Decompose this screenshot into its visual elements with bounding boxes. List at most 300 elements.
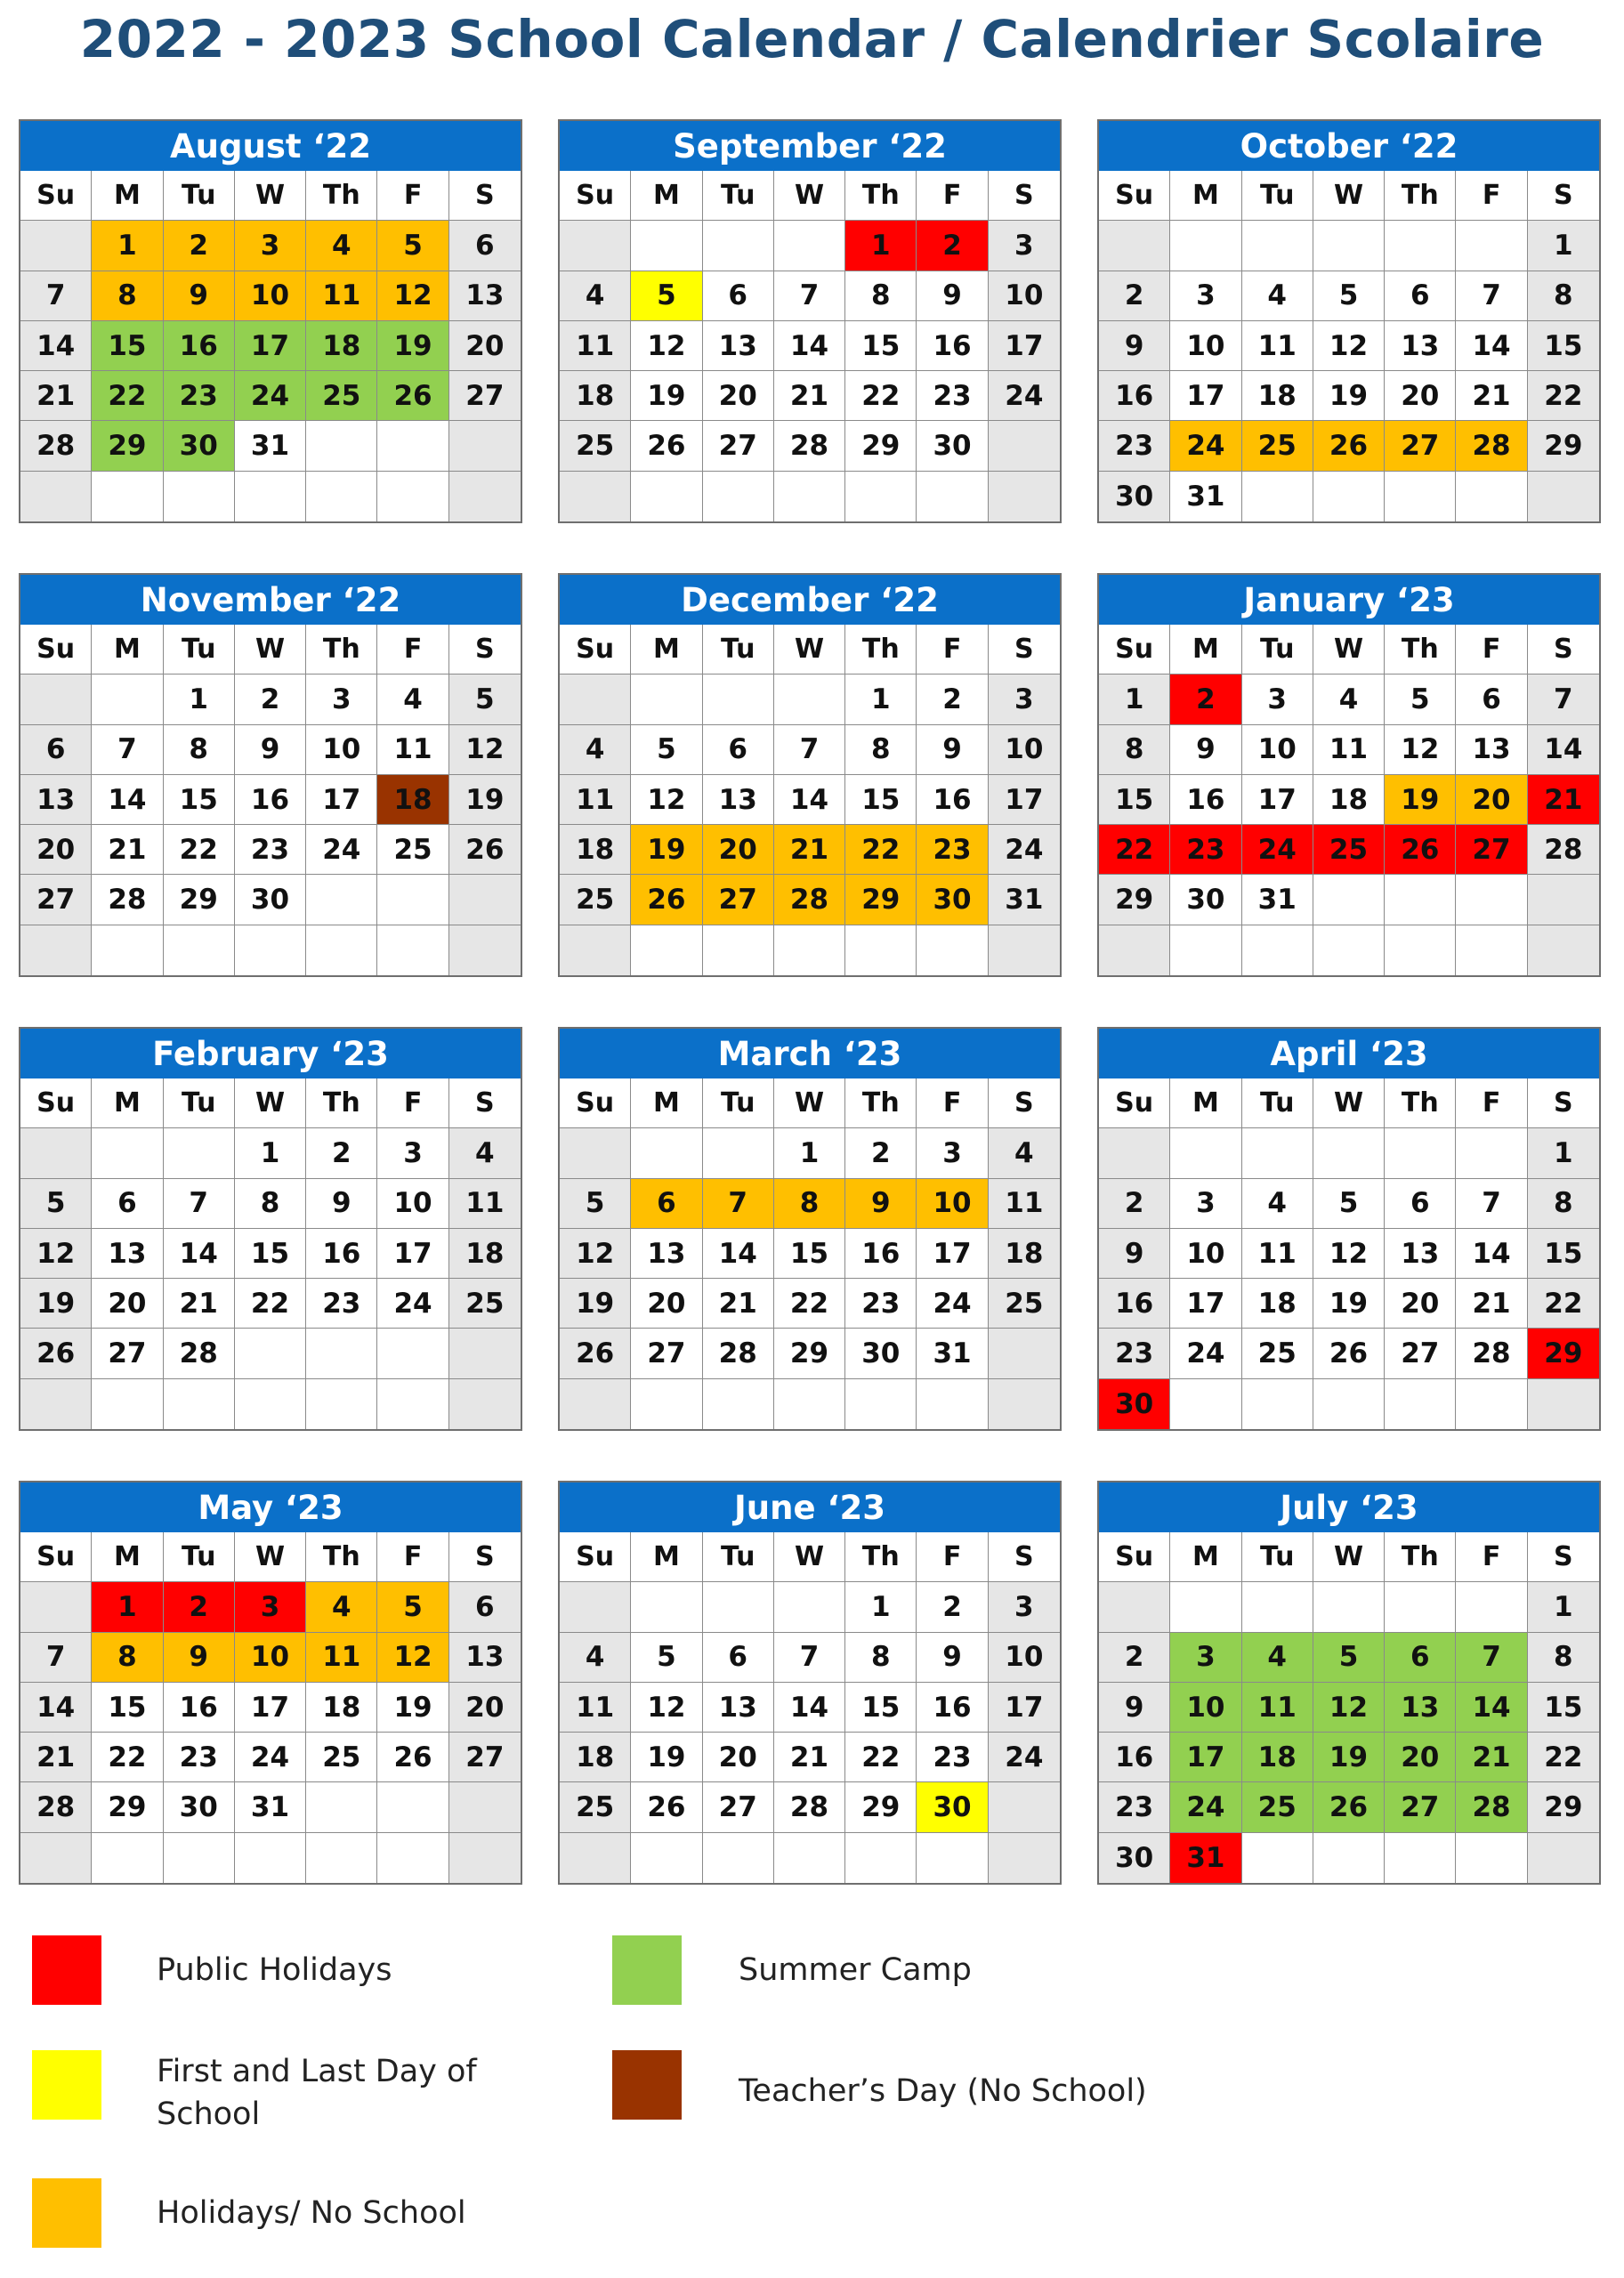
- day-cell: 28: [1528, 825, 1599, 875]
- month-day-grid: [560, 625, 1060, 975]
- day-cell: 21: [164, 1279, 235, 1329]
- empty-day-cell: [20, 1582, 92, 1632]
- day-cell: 11: [449, 1179, 521, 1229]
- day-cell: 7: [774, 725, 845, 775]
- day-cell: 7: [1456, 1179, 1527, 1229]
- legend-swatch-teachers-day: [612, 2050, 682, 2120]
- day-cell: 7: [20, 1633, 92, 1683]
- empty-day-cell: [1313, 1128, 1385, 1178]
- weekday-header: S: [449, 1532, 521, 1582]
- day-cell: 26: [631, 421, 702, 471]
- day-cell: 20: [703, 825, 774, 875]
- day-cell: 22: [774, 1279, 845, 1329]
- day-cell: 10: [1170, 1683, 1241, 1733]
- day-cell: 28: [1456, 1329, 1527, 1378]
- day-cell: 24: [1242, 825, 1313, 875]
- weekday-header: M: [92, 625, 163, 675]
- day-cell: 27: [703, 421, 774, 471]
- weekday-header: M: [1170, 1532, 1241, 1582]
- empty-day-cell: [92, 1128, 163, 1178]
- weekday-header: W: [235, 171, 306, 221]
- day-cell: 26: [1385, 825, 1456, 875]
- day-cell: 26: [560, 1329, 631, 1378]
- empty-day-cell: [449, 1329, 521, 1378]
- day-cell: 9: [917, 1633, 988, 1683]
- day-cell: 2: [917, 675, 988, 724]
- day-cell: 6: [92, 1179, 163, 1229]
- legend-label-first-last-day: First and Last Day of School: [157, 2054, 477, 2132]
- month-calendar: [19, 1027, 522, 1431]
- weekday-header: S: [449, 1078, 521, 1128]
- weekday-header: Su: [560, 171, 631, 221]
- day-cell: 17: [1170, 1733, 1241, 1782]
- day-cell: 24: [1170, 1782, 1241, 1832]
- empty-day-cell: [631, 472, 702, 521]
- day-cell: 2: [1170, 675, 1241, 724]
- day-cell: 18: [306, 1683, 377, 1733]
- weekday-header: F: [1456, 1532, 1527, 1582]
- day-cell: 24: [989, 1733, 1060, 1782]
- day-cell: 11: [1242, 321, 1313, 371]
- day-cell: 18: [989, 1229, 1060, 1279]
- day-cell: 14: [1528, 725, 1599, 775]
- month-title: October ‘22: [1099, 121, 1599, 171]
- empty-day-cell: [989, 1833, 1060, 1883]
- day-cell: 8: [845, 725, 917, 775]
- day-cell: 10: [377, 1179, 448, 1229]
- day-cell: 24: [1170, 1329, 1241, 1378]
- day-cell: 22: [1528, 371, 1599, 421]
- day-cell: 22: [1528, 1279, 1599, 1329]
- day-cell: 19: [1313, 371, 1385, 421]
- month-calendar: [1097, 119, 1601, 523]
- day-cell: 11: [989, 1179, 1060, 1229]
- day-cell: 27: [449, 1733, 521, 1782]
- day-cell: 13: [1385, 321, 1456, 371]
- empty-day-cell: [449, 875, 521, 925]
- day-cell: 27: [631, 1329, 702, 1378]
- day-cell: 24: [917, 1279, 988, 1329]
- legend-swatch-summer-camp: [612, 1935, 682, 2005]
- weekday-header: M: [92, 171, 163, 221]
- empty-day-cell: [631, 1582, 702, 1632]
- day-cell: 1: [845, 675, 917, 724]
- weekday-header: S: [989, 171, 1060, 221]
- day-cell: 3: [306, 675, 377, 724]
- day-cell: 15: [845, 775, 917, 825]
- empty-day-cell: [845, 1833, 917, 1883]
- day-cell: 31: [235, 1782, 306, 1832]
- empty-day-cell: [1385, 1379, 1456, 1429]
- day-cell: 11: [560, 321, 631, 371]
- day-cell: 19: [560, 1279, 631, 1329]
- day-cell: 25: [306, 371, 377, 421]
- day-cell: 25: [377, 825, 448, 875]
- day-cell: 28: [1456, 421, 1527, 471]
- legend-label-summer-camp: Summer Camp: [739, 1952, 972, 1988]
- day-cell: 9: [164, 1633, 235, 1683]
- weekday-header: M: [631, 625, 702, 675]
- day-cell: 22: [845, 1733, 917, 1782]
- empty-day-cell: [631, 221, 702, 271]
- day-cell: 2: [1099, 1633, 1170, 1683]
- weekday-header: F: [377, 1532, 448, 1582]
- weekday-header: Su: [1099, 1532, 1170, 1582]
- day-cell: 30: [164, 1782, 235, 1832]
- weekday-header: Su: [1099, 625, 1170, 675]
- day-cell: 22: [164, 825, 235, 875]
- empty-day-cell: [235, 1833, 306, 1883]
- empty-day-cell: [1170, 925, 1241, 975]
- day-cell: 21: [20, 371, 92, 421]
- day-cell: 25: [1313, 825, 1385, 875]
- weekday-header: Th: [306, 171, 377, 221]
- day-cell: 26: [631, 1782, 702, 1832]
- day-cell: 30: [164, 421, 235, 471]
- month-day-grid: [1099, 1078, 1599, 1429]
- weekday-header: M: [631, 1078, 702, 1128]
- empty-day-cell: [989, 925, 1060, 975]
- day-cell: 17: [377, 1229, 448, 1279]
- empty-day-cell: [377, 925, 448, 975]
- day-cell: 1: [235, 1128, 306, 1178]
- day-cell: 6: [703, 1633, 774, 1683]
- day-cell: 11: [560, 1683, 631, 1733]
- weekday-header: F: [1456, 1078, 1527, 1128]
- day-cell: 7: [1528, 675, 1599, 724]
- weekday-header: W: [235, 1078, 306, 1128]
- day-cell: 10: [1170, 1229, 1241, 1279]
- day-cell: 11: [560, 775, 631, 825]
- day-cell: 8: [235, 1179, 306, 1229]
- weekday-header: Th: [306, 1532, 377, 1582]
- empty-day-cell: [306, 925, 377, 975]
- empty-day-cell: [235, 472, 306, 521]
- day-cell: 17: [1242, 775, 1313, 825]
- day-cell: 21: [20, 1733, 92, 1782]
- day-cell: 2: [845, 1128, 917, 1178]
- day-cell: 25: [1242, 1782, 1313, 1832]
- empty-day-cell: [631, 1833, 702, 1883]
- empty-day-cell: [1099, 925, 1170, 975]
- day-cell: 17: [1170, 1279, 1241, 1329]
- day-cell: 6: [1456, 675, 1527, 724]
- day-cell: 7: [774, 271, 845, 321]
- day-cell: 19: [1313, 1733, 1385, 1782]
- day-cell: 30: [1099, 1833, 1170, 1883]
- day-cell: 19: [631, 825, 702, 875]
- empty-day-cell: [377, 1329, 448, 1378]
- day-cell: 16: [235, 775, 306, 825]
- day-cell: 18: [1242, 1279, 1313, 1329]
- day-cell: 22: [92, 371, 163, 421]
- day-cell: 26: [377, 1733, 448, 1782]
- month-title: June ‘23: [560, 1482, 1060, 1532]
- day-cell: 10: [989, 1633, 1060, 1683]
- day-cell: 24: [989, 371, 1060, 421]
- day-cell: 12: [1313, 321, 1385, 371]
- weekday-header: M: [1170, 625, 1241, 675]
- day-cell: 21: [1456, 371, 1527, 421]
- empty-day-cell: [560, 675, 631, 724]
- day-cell: 13: [703, 321, 774, 371]
- day-cell: 10: [1170, 321, 1241, 371]
- empty-day-cell: [20, 1379, 92, 1429]
- empty-day-cell: [560, 221, 631, 271]
- day-cell: 9: [917, 271, 988, 321]
- day-cell: 21: [92, 825, 163, 875]
- day-cell: 24: [235, 371, 306, 421]
- empty-day-cell: [560, 1379, 631, 1429]
- day-cell: 21: [703, 1279, 774, 1329]
- day-cell: 13: [703, 775, 774, 825]
- day-cell: 2: [917, 1582, 988, 1632]
- day-cell: 14: [164, 1229, 235, 1279]
- empty-day-cell: [1528, 1379, 1599, 1429]
- day-cell: 15: [92, 1683, 163, 1733]
- weekday-header: Su: [20, 1078, 92, 1128]
- empty-day-cell: [703, 1379, 774, 1429]
- empty-day-cell: [1385, 925, 1456, 975]
- weekday-header: Su: [20, 1532, 92, 1582]
- month-title: January ‘23: [1099, 575, 1599, 625]
- day-cell: 5: [631, 1633, 702, 1683]
- day-cell: 16: [164, 1683, 235, 1733]
- weekday-header: Su: [1099, 1078, 1170, 1128]
- empty-day-cell: [631, 925, 702, 975]
- day-cell: 3: [1170, 1179, 1241, 1229]
- day-cell: 24: [235, 1733, 306, 1782]
- empty-day-cell: [845, 1379, 917, 1429]
- day-cell: 25: [560, 421, 631, 471]
- day-cell: 7: [1456, 271, 1527, 321]
- weekday-header: S: [1528, 171, 1599, 221]
- empty-day-cell: [989, 1782, 1060, 1832]
- day-cell: 28: [20, 1782, 92, 1832]
- day-cell: 22: [845, 825, 917, 875]
- day-cell: 29: [845, 875, 917, 925]
- weekday-header: M: [1170, 171, 1241, 221]
- day-cell: 6: [703, 725, 774, 775]
- day-cell: 5: [1313, 271, 1385, 321]
- empty-day-cell: [20, 1833, 92, 1883]
- month-title: February ‘23: [20, 1029, 521, 1078]
- day-cell: 23: [164, 371, 235, 421]
- weekday-header: W: [1313, 1532, 1385, 1582]
- month-title: November ‘22: [20, 575, 521, 625]
- day-cell: 10: [917, 1179, 988, 1229]
- day-cell: 7: [774, 1633, 845, 1683]
- day-cell: 16: [1099, 1279, 1170, 1329]
- day-cell: 29: [774, 1329, 845, 1378]
- empty-day-cell: [845, 472, 917, 521]
- empty-day-cell: [1456, 472, 1527, 521]
- day-cell: 19: [377, 1683, 448, 1733]
- empty-day-cell: [1456, 1128, 1527, 1178]
- day-cell: 25: [1242, 1329, 1313, 1378]
- day-cell: 27: [92, 1329, 163, 1378]
- day-cell: 8: [1099, 725, 1170, 775]
- day-cell: 11: [306, 271, 377, 321]
- day-cell: 29: [92, 421, 163, 471]
- day-cell: 29: [92, 1782, 163, 1832]
- day-cell: 24: [989, 825, 1060, 875]
- month-day-grid: [1099, 171, 1599, 521]
- day-cell: 12: [631, 321, 702, 371]
- day-cell: 15: [845, 321, 917, 371]
- empty-day-cell: [774, 1833, 845, 1883]
- day-cell: 6: [449, 1582, 521, 1632]
- empty-day-cell: [306, 1782, 377, 1832]
- weekday-header: M: [92, 1532, 163, 1582]
- weekday-header: F: [377, 1078, 448, 1128]
- weekday-header: S: [989, 625, 1060, 675]
- empty-day-cell: [631, 675, 702, 724]
- empty-day-cell: [989, 1329, 1060, 1378]
- day-cell: 23: [1099, 421, 1170, 471]
- empty-day-cell: [449, 472, 521, 521]
- weekday-header: M: [1170, 1078, 1241, 1128]
- day-cell: 27: [1456, 825, 1527, 875]
- day-cell: 10: [306, 725, 377, 775]
- day-cell: 15: [164, 775, 235, 825]
- day-cell: 11: [1242, 1683, 1313, 1733]
- day-cell: 12: [1313, 1229, 1385, 1279]
- empty-day-cell: [560, 925, 631, 975]
- empty-day-cell: [20, 675, 92, 724]
- day-cell: 30: [235, 875, 306, 925]
- day-cell: 7: [92, 725, 163, 775]
- empty-day-cell: [631, 1128, 702, 1178]
- day-cell: 21: [1528, 775, 1599, 825]
- day-cell: 8: [774, 1179, 845, 1229]
- weekday-header: M: [631, 171, 702, 221]
- weekday-header: Tu: [164, 1078, 235, 1128]
- day-cell: 15: [1528, 321, 1599, 371]
- day-cell: 1: [1528, 1128, 1599, 1178]
- empty-day-cell: [1170, 221, 1241, 271]
- empty-day-cell: [1528, 1833, 1599, 1883]
- empty-day-cell: [560, 1833, 631, 1883]
- weekday-header: S: [1528, 625, 1599, 675]
- month-calendar: [19, 1481, 522, 1885]
- day-cell: 10: [989, 271, 1060, 321]
- month-title: May ‘23: [20, 1482, 521, 1532]
- empty-day-cell: [164, 925, 235, 975]
- day-cell: 17: [235, 1683, 306, 1733]
- empty-day-cell: [164, 1128, 235, 1178]
- day-cell: 23: [917, 1733, 988, 1782]
- legend-swatch-public-holidays: [32, 1935, 101, 2005]
- day-cell: 12: [449, 725, 521, 775]
- day-cell: 9: [845, 1179, 917, 1229]
- day-cell: 26: [449, 825, 521, 875]
- day-cell: 19: [449, 775, 521, 825]
- day-cell: 20: [1385, 371, 1456, 421]
- day-cell: 14: [703, 1229, 774, 1279]
- empty-day-cell: [164, 1833, 235, 1883]
- month-title: July ‘23: [1099, 1482, 1599, 1532]
- day-cell: 16: [917, 321, 988, 371]
- day-cell: 9: [917, 725, 988, 775]
- day-cell: 28: [774, 421, 845, 471]
- day-cell: 13: [449, 1633, 521, 1683]
- weekday-header: Su: [560, 1532, 631, 1582]
- weekday-header: S: [449, 625, 521, 675]
- weekday-header: Th: [306, 1078, 377, 1128]
- empty-day-cell: [917, 1379, 988, 1429]
- day-cell: 8: [845, 1633, 917, 1683]
- month-day-grid: [20, 1532, 521, 1883]
- day-cell: 6: [1385, 1633, 1456, 1683]
- day-cell: 5: [1385, 675, 1456, 724]
- day-cell: 13: [1385, 1229, 1456, 1279]
- empty-day-cell: [1385, 1582, 1456, 1632]
- weekday-header: S: [1528, 1532, 1599, 1582]
- empty-day-cell: [306, 1379, 377, 1429]
- month-calendar: [1097, 1481, 1601, 1885]
- day-cell: 28: [774, 1782, 845, 1832]
- month-calendar: [558, 1481, 1062, 1885]
- empty-day-cell: [1385, 875, 1456, 925]
- month-calendar: [558, 1027, 1062, 1431]
- month-day-grid: [560, 1532, 1060, 1883]
- day-cell: 5: [1313, 1179, 1385, 1229]
- day-cell: 22: [92, 1733, 163, 1782]
- day-cell: 20: [1385, 1733, 1456, 1782]
- empty-day-cell: [92, 472, 163, 521]
- day-cell: 26: [631, 875, 702, 925]
- empty-day-cell: [774, 1379, 845, 1429]
- day-cell: 25: [989, 1279, 1060, 1329]
- day-cell: 17: [1170, 371, 1241, 421]
- day-cell: 2: [164, 1582, 235, 1632]
- empty-day-cell: [1242, 1833, 1313, 1883]
- weekday-header: F: [917, 625, 988, 675]
- day-cell: 13: [449, 271, 521, 321]
- day-cell: 29: [1099, 875, 1170, 925]
- weekday-header: S: [1528, 1078, 1599, 1128]
- day-cell: 14: [20, 1683, 92, 1733]
- empty-day-cell: [20, 221, 92, 271]
- day-cell: 30: [845, 1329, 917, 1378]
- day-cell: 3: [235, 1582, 306, 1632]
- month-title: March ‘23: [560, 1029, 1060, 1078]
- empty-day-cell: [306, 472, 377, 521]
- weekday-header: Tu: [703, 171, 774, 221]
- empty-day-cell: [377, 875, 448, 925]
- empty-day-cell: [449, 421, 521, 471]
- day-cell: 31: [989, 875, 1060, 925]
- empty-day-cell: [1242, 472, 1313, 521]
- day-cell: 6: [449, 221, 521, 271]
- day-cell: 1: [1099, 675, 1170, 724]
- weekday-header: Tu: [164, 1532, 235, 1582]
- weekday-header: Th: [845, 625, 917, 675]
- empty-day-cell: [306, 1833, 377, 1883]
- day-cell: 18: [560, 1733, 631, 1782]
- day-cell: 10: [989, 725, 1060, 775]
- month-title: April ‘23: [1099, 1029, 1599, 1078]
- weekday-header: Th: [1385, 1532, 1456, 1582]
- day-cell: 26: [1313, 1329, 1385, 1378]
- day-cell: 14: [20, 321, 92, 371]
- month-day-grid: [560, 1078, 1060, 1429]
- day-cell: 6: [20, 725, 92, 775]
- empty-day-cell: [164, 472, 235, 521]
- empty-day-cell: [1385, 472, 1456, 521]
- day-cell: 15: [774, 1229, 845, 1279]
